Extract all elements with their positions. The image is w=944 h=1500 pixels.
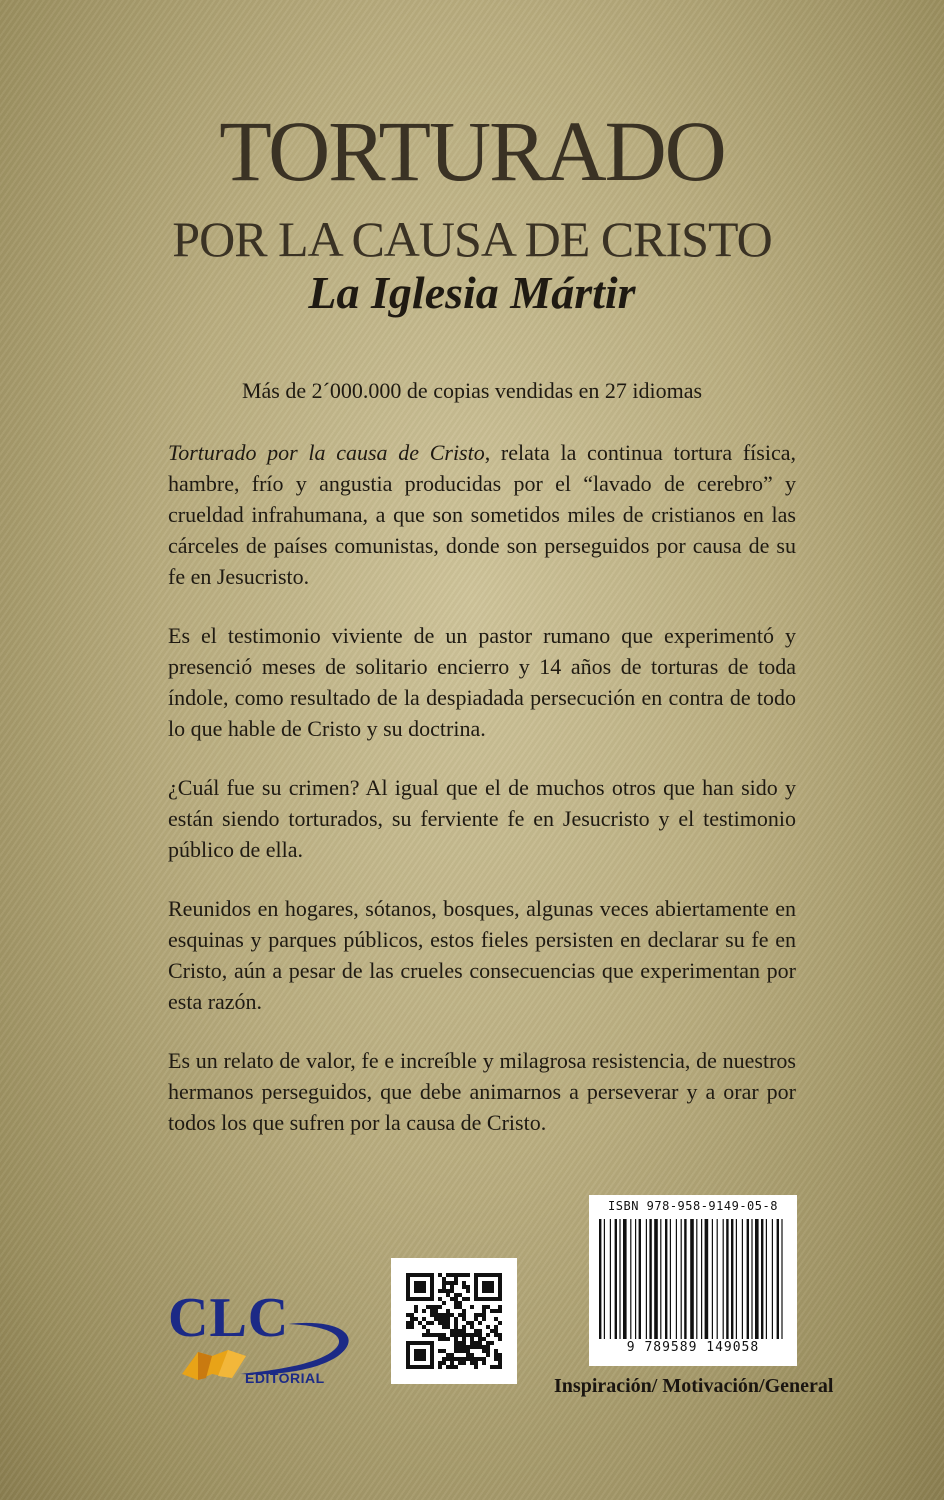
synopsis-paragraph-1 [168,437,796,592]
book-tagline: La Iglesia Mártir [308,267,636,318]
book-title: TORTURADO [219,103,725,199]
book-title-italic: Torturado por la causa de Cristo [168,440,485,465]
isbn-digits: 9 789589 149058 [626,1340,760,1355]
synopsis-paragraph-1-text: , relata la continua tortura física, hambre, frío y angustia producidas por el “lavado de cerebro” y crueldad infrahumana, a que son sometidos miles de cristianos en las cárceles de países comunistas, donde son perseguidos por causa de su fe en Jesucristo. [168,440,796,589]
book-category: Inspiración/ Motivación/General [554,1375,834,1397]
book-subtitle: POR LA CAUSA DE CRISTO [172,211,772,267]
publisher-logo-subtext: EDITORIAL [245,1370,325,1386]
barcode-icon [597,1219,789,1339]
isbn-barcode [589,1195,797,1366]
synopsis [168,437,796,1166]
isbn-label: ISBN 978-958-9149-05-8 [608,1199,778,1213]
synopsis-paragraph-3: ¿Cuál fue su crimen? Al igual que el de muchos otros que han sido y están siendo torturados, su ferviente fe en Jesucristo y el testimonio público de ella. [168,775,796,862]
synopsis-paragraph-2: Es el testimonio viviente de un pastor rumano que experimentó y presenció meses de solitario encierro y 14 años de torturas de toda índole, como resultado de la despiadada persecución en contra de todo lo que hable de Cristo y su doctrina. [168,623,796,741]
publisher-logo [168,1287,368,1390]
synopsis-paragraph-4: Reunidos en hogares, sótanos, bosques, algunas veces abiertamente en esquinas y parques públicos, estos fieles persisten en declarar su fe en Cristo, aún a pesar de las crueles consecuencias que experimentan por esta razón. [168,896,796,1014]
qr-code-icon [406,1273,502,1369]
publisher-logo-text: CLC [168,1287,290,1349]
sales-line: Más de 2´000.000 de copias vendidas en 27 idiomas [241,378,703,403]
synopsis-paragraph-5: Es un relato de valor, fe e increíble y milagrosa resistencia, de nuestros hermanos perseguidos, que debe animarnos a perseverar y a orar por todos los que sufren por la causa de Cristo. [168,1048,796,1135]
qr-code [391,1258,517,1384]
